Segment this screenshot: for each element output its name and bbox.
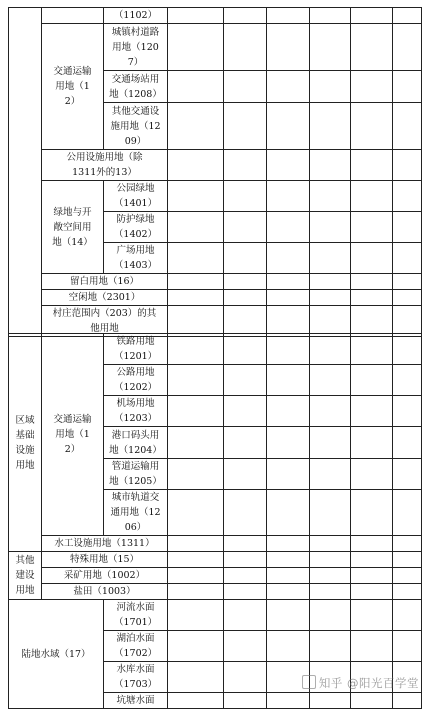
value-cell: [310, 584, 351, 600]
value-cell: [310, 334, 351, 365]
value-cell: [351, 243, 393, 274]
reserved-land-label: 留白用地（16）: [42, 274, 168, 290]
value-cell: [393, 274, 422, 290]
value-cell: [310, 396, 351, 427]
value-cell: [351, 631, 393, 662]
value-cell: [351, 396, 393, 427]
value-cell: [351, 103, 393, 150]
value-cell: [224, 290, 267, 306]
value-cell: [224, 103, 267, 150]
value-cell: [310, 459, 351, 490]
value-cell: [393, 396, 422, 427]
value-cell: [310, 490, 351, 536]
value-cell: [267, 631, 310, 662]
transport-category-label: 交通运输用地（12）: [42, 24, 104, 150]
value-cell: [351, 290, 393, 306]
land-water-label: 陆地水域（17）: [9, 600, 104, 709]
value-cell: [224, 568, 267, 584]
value-cell: [224, 334, 267, 365]
value-cell: [168, 212, 224, 243]
vacant-land-label: 空闲地（2301）: [42, 290, 168, 306]
value-cell: [310, 365, 351, 396]
value-cell: [310, 212, 351, 243]
value-cell: [168, 274, 224, 290]
value-cell: [168, 459, 224, 490]
land-use-table: [8, 7, 422, 337]
value-cell: [224, 584, 267, 600]
value-cell: [351, 459, 393, 490]
value-cell: [310, 24, 351, 71]
code-cell: （1102）: [104, 8, 168, 24]
value-cell: [267, 536, 310, 552]
value-cell: [267, 71, 310, 103]
category-cell-blank: [9, 8, 42, 337]
value-cell: [168, 8, 224, 24]
value-cell: [168, 290, 224, 306]
value-cell: [351, 212, 393, 243]
value-cell: [168, 181, 224, 212]
value-cell: [393, 584, 422, 600]
value-cell: [168, 552, 224, 568]
value-cell: [351, 8, 393, 24]
value-cell: [351, 365, 393, 396]
value-cell: [393, 568, 422, 584]
value-cell: [168, 490, 224, 536]
value-cell: [351, 490, 393, 536]
code-cell: 城市轨道交通用地（1206）: [104, 490, 168, 536]
code-cell: 河流水面（1701）: [104, 600, 168, 631]
value-cell: [393, 600, 422, 631]
value-cell: [267, 8, 310, 24]
value-cell: [267, 334, 310, 365]
value-cell: [310, 71, 351, 103]
value-cell: [224, 396, 267, 427]
value-cell: [224, 243, 267, 274]
value-cell: [310, 8, 351, 24]
value-cell: [310, 536, 351, 552]
value-cell: [351, 568, 393, 584]
value-cell: [267, 290, 310, 306]
value-cell: [393, 8, 422, 24]
value-cell: [393, 181, 422, 212]
special-land-label: 特殊用地（15）: [42, 552, 168, 568]
value-cell: [351, 427, 393, 459]
value-cell: [351, 584, 393, 600]
value-cell: [351, 306, 393, 337]
value-cell: [393, 212, 422, 243]
value-cell: [224, 24, 267, 71]
value-cell: [351, 71, 393, 103]
value-cell: [393, 631, 422, 662]
value-cell: [310, 552, 351, 568]
value-cell: [224, 427, 267, 459]
value-cell: [393, 427, 422, 459]
value-cell: [168, 662, 224, 693]
value-cell: [168, 536, 224, 552]
value-cell: [168, 631, 224, 662]
value-cell: [267, 396, 310, 427]
value-cell: [351, 600, 393, 631]
other-construction-label: 其他建设用地: [9, 552, 42, 600]
value-cell: [310, 274, 351, 290]
value-cell: [168, 24, 224, 71]
value-cell: [310, 600, 351, 631]
value-cell: [393, 103, 422, 150]
code-cell: 管道运输用地（1205）: [104, 459, 168, 490]
value-cell: [267, 212, 310, 243]
value-cell: [267, 24, 310, 71]
code-cell: 铁路用地（1201）: [104, 334, 168, 365]
value-cell: [224, 490, 267, 536]
value-cell: [267, 274, 310, 290]
value-cell: [310, 290, 351, 306]
value-cell: [310, 181, 351, 212]
value-cell: [168, 103, 224, 150]
value-cell: [224, 181, 267, 212]
code-cell: 坑塘水面: [104, 693, 168, 709]
value-cell: [224, 631, 267, 662]
code-cell: 其他交通设施用地（1209）: [104, 103, 168, 150]
value-cell: [310, 243, 351, 274]
value-cell: [393, 490, 422, 536]
value-cell: [351, 334, 393, 365]
value-cell: [224, 274, 267, 290]
value-cell: [310, 103, 351, 150]
value-cell: [224, 459, 267, 490]
value-cell: [267, 552, 310, 568]
value-cell: [310, 150, 351, 181]
value-cell: [267, 568, 310, 584]
code-cell: 港口码头用地（1204）: [104, 427, 168, 459]
value-cell: [168, 334, 224, 365]
code-cell: 防护绿地（1402）: [104, 212, 168, 243]
land-use-table-lower: [8, 333, 422, 709]
value-cell: [168, 568, 224, 584]
value-cell: [168, 150, 224, 181]
code-cell: 公路用地（1202）: [104, 365, 168, 396]
value-cell: [224, 600, 267, 631]
value-cell: [168, 396, 224, 427]
value-cell: [224, 8, 267, 24]
value-cell: [224, 536, 267, 552]
value-cell: [224, 212, 267, 243]
code-cell: 机场用地（1203）: [104, 396, 168, 427]
code-cell: 湖泊水面（1702）: [104, 631, 168, 662]
value-cell: [267, 490, 310, 536]
value-cell: [168, 584, 224, 600]
value-cell: [267, 365, 310, 396]
green-space-category-label: 绿地与开敞空间用地（14）: [42, 181, 104, 274]
value-cell: [393, 536, 422, 552]
mining-land-label: 采矿用地（1002）: [42, 568, 168, 584]
value-cell: [310, 568, 351, 584]
code-cell: 公园绿地（1401）: [104, 181, 168, 212]
value-cell: [267, 150, 310, 181]
value-cell: [168, 71, 224, 103]
value-cell: [224, 365, 267, 396]
public-facilities-label: 公用设施用地（除1311外的13）: [42, 150, 168, 181]
value-cell: [267, 181, 310, 212]
value-cell: [351, 24, 393, 71]
value-cell: [310, 631, 351, 662]
regional-infrastructure-label: 区域基础设施用地: [9, 334, 42, 552]
value-cell: [168, 243, 224, 274]
value-cell: [168, 365, 224, 396]
value-cell: [267, 584, 310, 600]
code-cell: 城镇村道路用地（1207）: [104, 24, 168, 71]
code-cell: 水库水面（1703）: [104, 662, 168, 693]
value-cell: [267, 243, 310, 274]
salt-field-label: 盐田（1003）: [42, 584, 168, 600]
value-cell: [168, 306, 224, 337]
value-cell: [393, 552, 422, 568]
zhihu-logo-icon: [302, 675, 316, 689]
value-cell: [267, 306, 310, 337]
value-cell: [310, 306, 351, 337]
value-cell: [393, 365, 422, 396]
value-cell: [224, 71, 267, 103]
transport-category-label: 交通运输用地（12）: [42, 334, 104, 536]
watermark-text: 知乎 @阳光百学堂: [318, 676, 419, 690]
code-cell: 广场用地（1403）: [104, 243, 168, 274]
value-cell: [267, 600, 310, 631]
value-cell: [224, 306, 267, 337]
value-cell: [393, 150, 422, 181]
value-cell: [310, 427, 351, 459]
value-cell: [393, 243, 422, 274]
code-cell: 交通场站用地（1208）: [104, 71, 168, 103]
value-cell: [224, 150, 267, 181]
subcategory-cell-blank: [42, 8, 104, 24]
value-cell: [393, 71, 422, 103]
hydraulic-facilities-label: 水工设施用地（1311）: [42, 536, 168, 552]
value-cell: [351, 274, 393, 290]
value-cell: [267, 459, 310, 490]
value-cell: [168, 600, 224, 631]
value-cell: [351, 150, 393, 181]
value-cell: [351, 552, 393, 568]
value-cell: [224, 662, 267, 693]
watermark: [302, 675, 419, 691]
value-cell: [393, 24, 422, 71]
value-cell: [224, 552, 267, 568]
value-cell: [393, 290, 422, 306]
value-cell: [267, 427, 310, 459]
value-cell: [393, 306, 422, 337]
village-other-land-label: 村庄范围内（203）的其他用地: [42, 306, 168, 337]
value-cell: [351, 536, 393, 552]
value-cell: [351, 181, 393, 212]
value-cell: [393, 459, 422, 490]
value-cell: [267, 103, 310, 150]
value-cell: [393, 334, 422, 365]
value-cell: [168, 427, 224, 459]
